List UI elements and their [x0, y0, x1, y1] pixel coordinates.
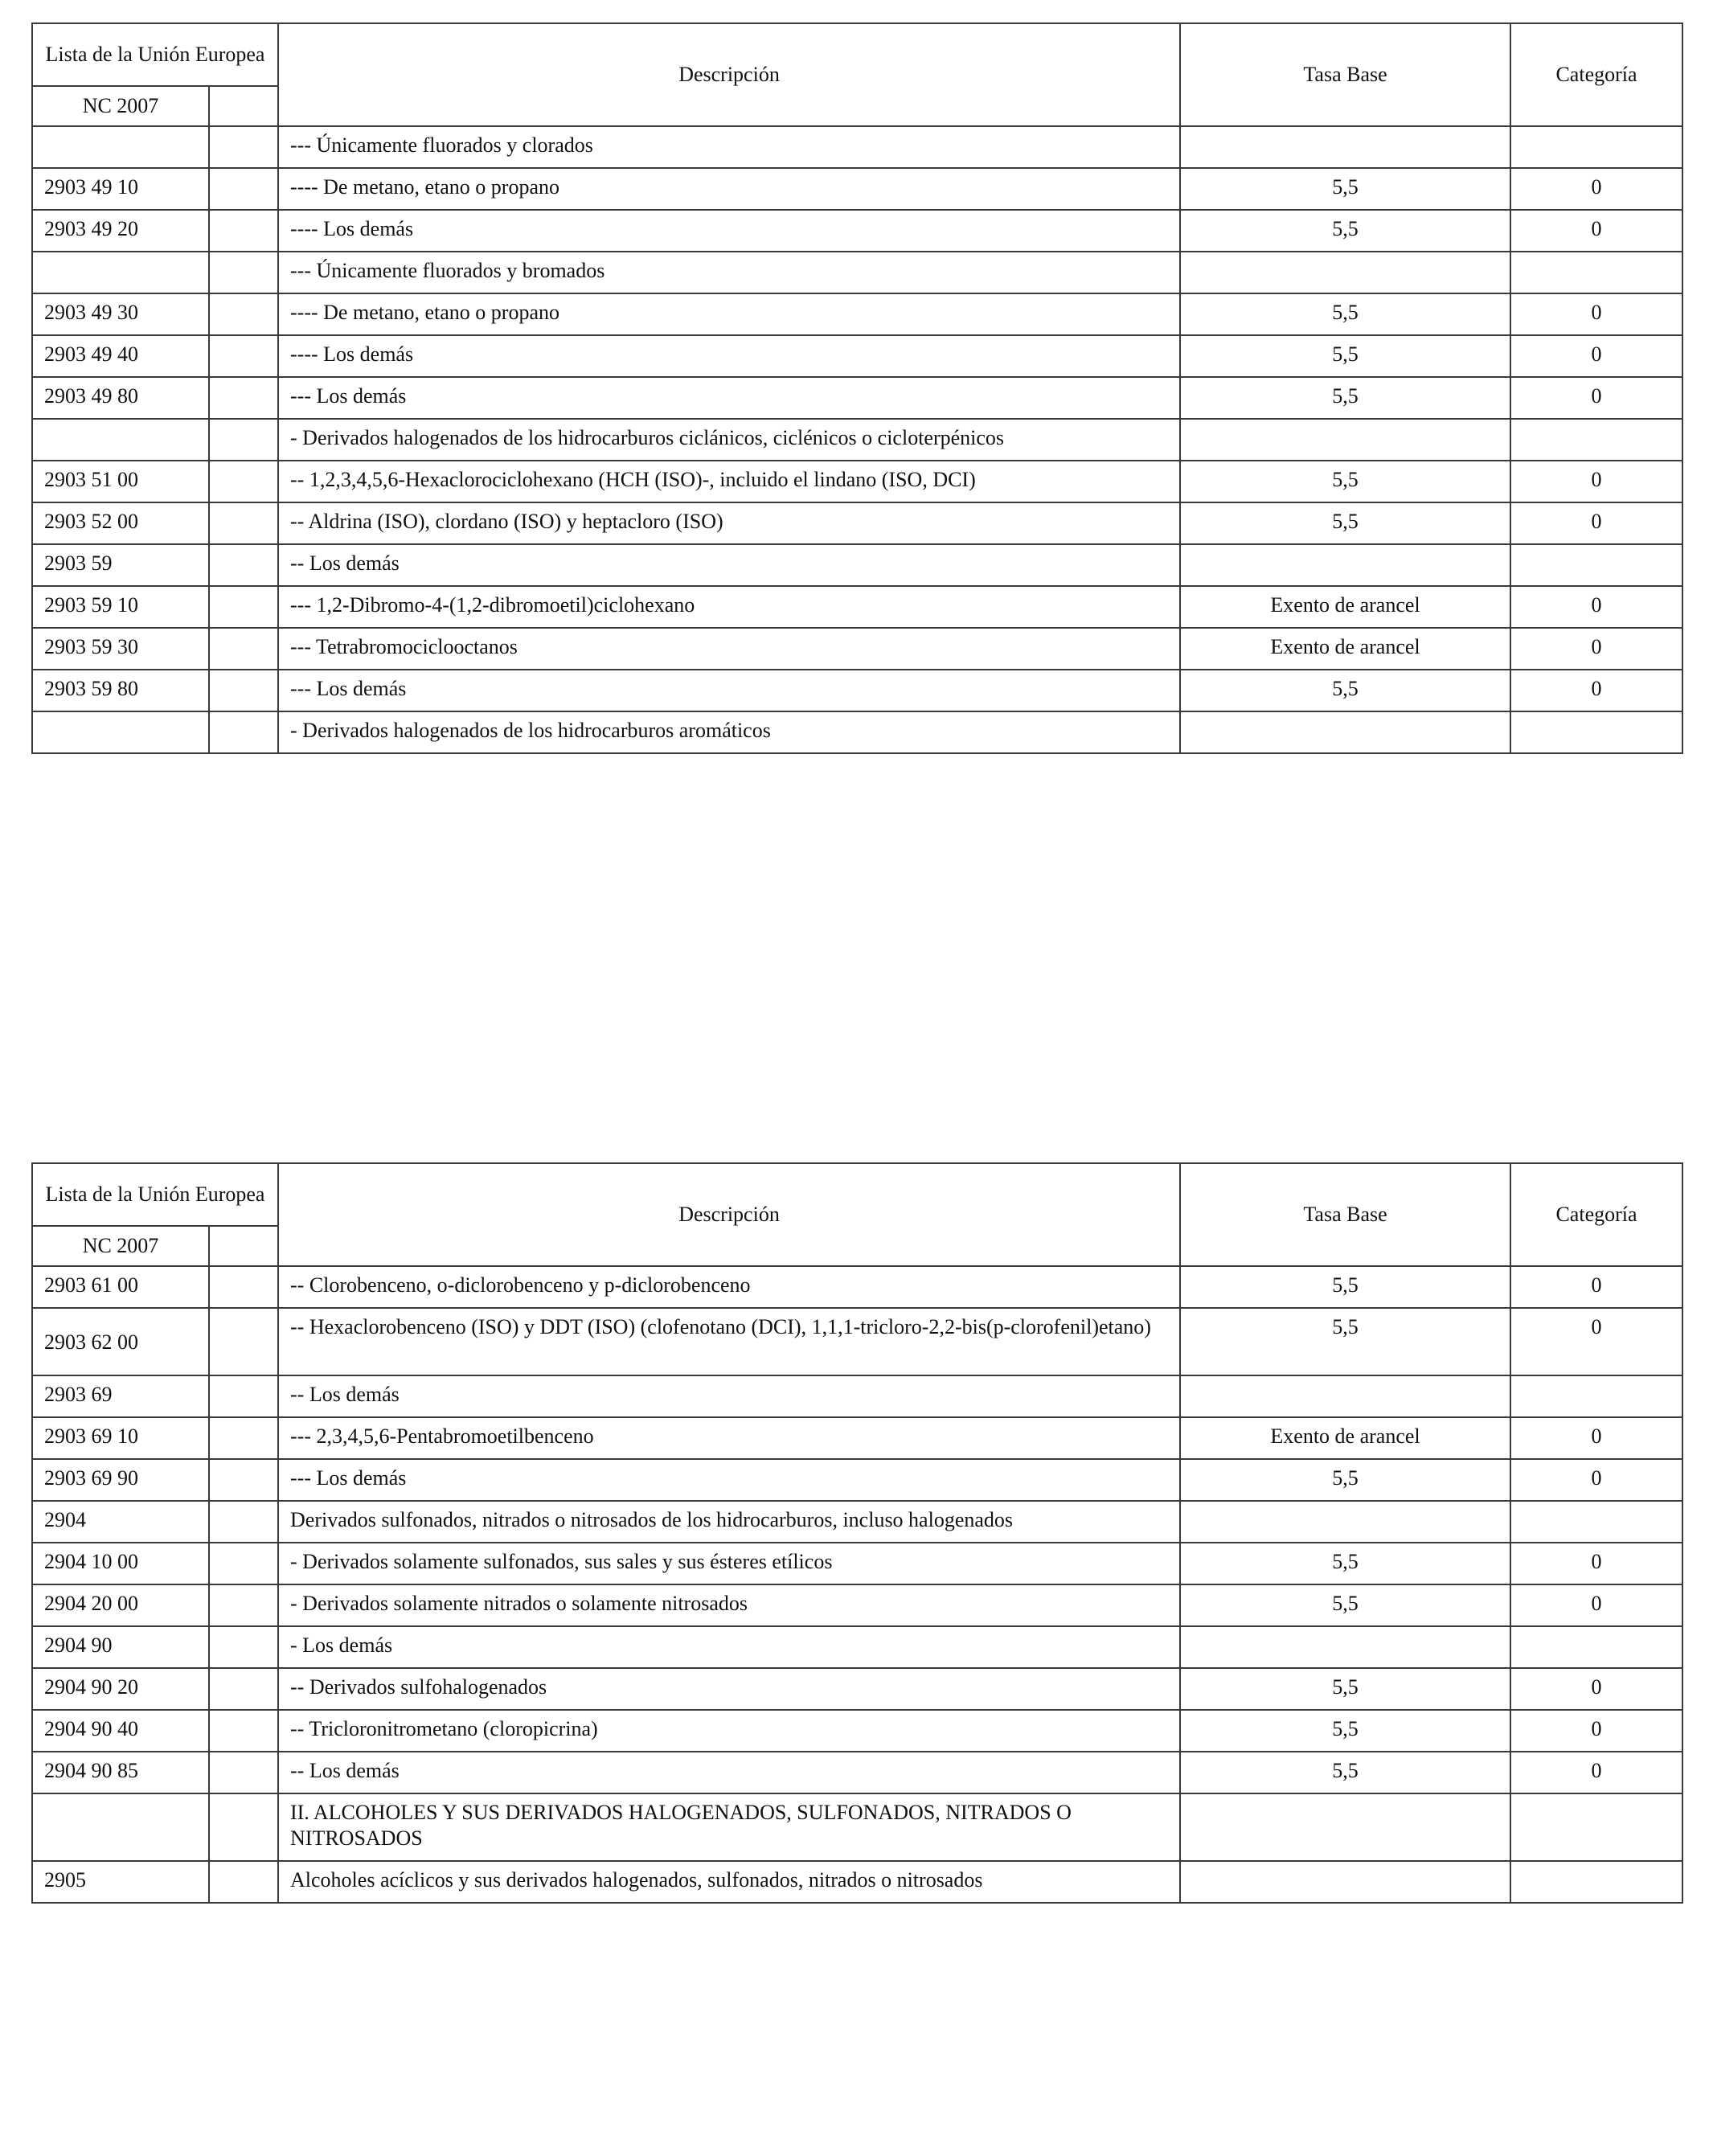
description: -- Derivados sulfohalogenados: [278, 1668, 1180, 1710]
empty-cell: [209, 1501, 278, 1543]
nc-code: [32, 711, 209, 753]
nc-code: 2904 90 40: [32, 1710, 209, 1752]
nc-code: 2903 62 00: [32, 1308, 209, 1375]
table-row: [32, 252, 1682, 293]
empty-cell: [209, 1308, 278, 1375]
description: - Los demás: [278, 1626, 1180, 1668]
empty-cell: [209, 1417, 278, 1459]
empty-cell: [209, 335, 278, 377]
nc-code: 2903 49 30: [32, 293, 209, 335]
nc-code: 2904 90: [32, 1626, 209, 1668]
base-rate: [1180, 1861, 1510, 1903]
base-rate: [1180, 252, 1510, 293]
empty-cell: [209, 377, 278, 419]
table-row: [32, 126, 1682, 168]
category: 0: [1510, 628, 1682, 670]
nc-code: 2904 20 00: [32, 1584, 209, 1626]
base-rate: [1180, 544, 1510, 586]
category: [1510, 1861, 1682, 1903]
base-rate: 5,5: [1180, 1584, 1510, 1626]
category: [1510, 419, 1682, 461]
table-row: [32, 1543, 1682, 1584]
table-row: [32, 1417, 1682, 1459]
table-row: [32, 293, 1682, 335]
table-row: [32, 1501, 1682, 1543]
base-rate: 5,5: [1180, 168, 1510, 210]
nc-code: 2903 59 10: [32, 586, 209, 628]
description: --- Los demás: [278, 377, 1180, 419]
category-header: Categoría: [1510, 23, 1682, 126]
nc-code: [32, 126, 209, 168]
description: -- Los demás: [278, 544, 1180, 586]
nc-code: 2903 69 90: [32, 1459, 209, 1501]
table-row: [32, 670, 1682, 711]
category: 0: [1510, 1584, 1682, 1626]
table-body: [32, 1266, 1682, 1903]
category: 0: [1510, 210, 1682, 252]
description: ---- De metano, etano o propano: [278, 293, 1180, 335]
table-row: [32, 1308, 1682, 1375]
description: -- Los demás: [278, 1752, 1180, 1793]
empty-cell: [209, 1752, 278, 1793]
description: --- Únicamente fluorados y bromados: [278, 252, 1180, 293]
table-row: [32, 628, 1682, 670]
empty-cell: [209, 252, 278, 293]
description: --- 2,3,4,5,6-Pentabromoetilbenceno: [278, 1417, 1180, 1459]
blank-header: [209, 86, 278, 126]
category-header: Categoría: [1510, 1163, 1682, 1266]
nc-code: 2903 51 00: [32, 461, 209, 502]
nc-code: 2905: [32, 1861, 209, 1903]
category: [1510, 1375, 1682, 1417]
base-rate: 5,5: [1180, 670, 1510, 711]
empty-cell: [209, 419, 278, 461]
empty-cell: [209, 126, 278, 168]
empty-cell: [209, 1626, 278, 1668]
category: [1510, 1793, 1682, 1861]
description: -- Aldrina (ISO), clordano (ISO) y heptacloro (ISO): [278, 502, 1180, 544]
category: 0: [1510, 1266, 1682, 1308]
nc-code: 2903 52 00: [32, 502, 209, 544]
empty-cell: [209, 502, 278, 544]
nc-code: 2904 90 85: [32, 1752, 209, 1793]
tariff-table-1: [31, 23, 1683, 754]
description: --- Los demás: [278, 1459, 1180, 1501]
base-rate: 5,5: [1180, 1266, 1510, 1308]
table-row: [32, 1459, 1682, 1501]
category: 0: [1510, 1308, 1682, 1375]
table-row: [32, 1861, 1682, 1903]
description: --- 1,2-Dibromo-4-(1,2-dibromoetil)ciclohexano: [278, 586, 1180, 628]
description: ---- Los demás: [278, 210, 1180, 252]
category: 0: [1510, 461, 1682, 502]
description: --- Los demás: [278, 670, 1180, 711]
nc-code: [32, 1793, 209, 1861]
list-header: Lista de la Unión Europea: [32, 23, 278, 86]
nc-header: NC 2007: [32, 86, 209, 126]
description: -- Clorobenceno, o-diclorobenceno y p-diclorobenceno: [278, 1266, 1180, 1308]
description: --- Únicamente fluorados y clorados: [278, 126, 1180, 168]
base-rate: 5,5: [1180, 335, 1510, 377]
nc-code: 2903 69: [32, 1375, 209, 1417]
table-row: [32, 461, 1682, 502]
description: --- Tetrabromociclooctanos: [278, 628, 1180, 670]
nc-code: [32, 419, 209, 461]
nc-code: 2903 59: [32, 544, 209, 586]
description: -- Los demás: [278, 1375, 1180, 1417]
nc-code: 2904 90 20: [32, 1668, 209, 1710]
description: - Derivados halogenados de los hidrocarburos aromáticos: [278, 711, 1180, 753]
nc-code: 2904 10 00: [32, 1543, 209, 1584]
nc-code: 2903 49 10: [32, 168, 209, 210]
base-rate: Exento de arancel: [1180, 1417, 1510, 1459]
base-rate: [1180, 1375, 1510, 1417]
category: 0: [1510, 1668, 1682, 1710]
base-rate: 5,5: [1180, 1668, 1510, 1710]
table-row: [32, 502, 1682, 544]
description: ---- Los demás: [278, 335, 1180, 377]
description: Derivados sulfonados, nitrados o nitrosados de los hidrocarburos, incluso halogenados: [278, 1501, 1180, 1543]
base-rate: [1180, 1793, 1510, 1861]
nc-code: [32, 252, 209, 293]
category: 0: [1510, 293, 1682, 335]
category: [1510, 544, 1682, 586]
category: 0: [1510, 1543, 1682, 1584]
empty-cell: [209, 168, 278, 210]
base-rate: 5,5: [1180, 502, 1510, 544]
category: [1510, 1626, 1682, 1668]
base-rate: Exento de arancel: [1180, 586, 1510, 628]
empty-cell: [209, 1266, 278, 1308]
empty-cell: [209, 1668, 278, 1710]
description: -- Tricloronitrometano (cloropicrina): [278, 1710, 1180, 1752]
table-row: [32, 1668, 1682, 1710]
empty-cell: [209, 1861, 278, 1903]
description: - Derivados solamente sulfonados, sus sales y sus ésteres etílicos: [278, 1543, 1180, 1584]
nc-code: 2903 59 80: [32, 670, 209, 711]
table-row: [32, 711, 1682, 753]
empty-cell: [209, 628, 278, 670]
nc-code: 2903 49 80: [32, 377, 209, 419]
base-rate: [1180, 419, 1510, 461]
list-header: Lista de la Unión Europea: [32, 1163, 278, 1226]
category: 0: [1510, 1417, 1682, 1459]
category: 0: [1510, 586, 1682, 628]
nc-code: 2903 49 20: [32, 210, 209, 252]
table-row: [32, 210, 1682, 252]
base-rate: 5,5: [1180, 377, 1510, 419]
base-rate: 5,5: [1180, 1308, 1510, 1375]
empty-cell: [209, 544, 278, 586]
category: [1510, 126, 1682, 168]
empty-cell: [209, 670, 278, 711]
table-row: [32, 586, 1682, 628]
base-rate: [1180, 1626, 1510, 1668]
blank-header: [209, 1226, 278, 1266]
nc-code: 2903 69 10: [32, 1417, 209, 1459]
table-row: [32, 1266, 1682, 1308]
empty-cell: [209, 461, 278, 502]
tariff-table-2: [31, 1162, 1683, 1904]
table-row: [32, 1710, 1682, 1752]
empty-cell: [209, 711, 278, 753]
empty-cell: [209, 586, 278, 628]
table-row: [32, 335, 1682, 377]
description: II. ALCOHOLES Y SUS DERIVADOS HALOGENADOS, SULFONADOS, NITRADOS O NITROSADOS: [278, 1793, 1180, 1861]
category: 0: [1510, 377, 1682, 419]
category: 0: [1510, 670, 1682, 711]
table-row: [32, 1626, 1682, 1668]
table-row: [32, 377, 1682, 419]
description: ---- De metano, etano o propano: [278, 168, 1180, 210]
base-rate: 5,5: [1180, 1459, 1510, 1501]
nc-code: 2903 59 30: [32, 628, 209, 670]
category: 0: [1510, 1459, 1682, 1501]
table-row: [32, 1752, 1682, 1793]
empty-cell: [209, 1793, 278, 1861]
base-rate: 5,5: [1180, 461, 1510, 502]
category: [1510, 711, 1682, 753]
table-body: [32, 126, 1682, 753]
empty-cell: [209, 1710, 278, 1752]
base-rate: 5,5: [1180, 210, 1510, 252]
category: [1510, 1501, 1682, 1543]
nc-code: 2904: [32, 1501, 209, 1543]
description: -- 1,2,3,4,5,6-Hexaclorociclohexano (HCH (ISO)-, incluido el lindano (ISO, DCI): [278, 461, 1180, 502]
nc-code: 2903 61 00: [32, 1266, 209, 1308]
category: [1510, 252, 1682, 293]
base-rate: [1180, 126, 1510, 168]
table-row: [32, 168, 1682, 210]
description-header: Descripción: [278, 1163, 1180, 1266]
rate-header: Tasa Base: [1180, 1163, 1510, 1266]
rate-header: Tasa Base: [1180, 23, 1510, 126]
base-rate: [1180, 1501, 1510, 1543]
empty-cell: [209, 1584, 278, 1626]
base-rate: 5,5: [1180, 293, 1510, 335]
category: 0: [1510, 1752, 1682, 1793]
table-row: [32, 1584, 1682, 1626]
description-header: Descripción: [278, 23, 1180, 126]
table-row: [32, 544, 1682, 586]
category: 0: [1510, 1710, 1682, 1752]
base-rate: 5,5: [1180, 1752, 1510, 1793]
empty-cell: [209, 210, 278, 252]
empty-cell: [209, 1543, 278, 1584]
base-rate: 5,5: [1180, 1543, 1510, 1584]
empty-cell: [209, 293, 278, 335]
empty-cell: [209, 1375, 278, 1417]
base-rate: 5,5: [1180, 1710, 1510, 1752]
nc-header: NC 2007: [32, 1226, 209, 1266]
description: - Derivados halogenados de los hidrocarburos ciclánicos, ciclénicos o cicloterpénicos: [278, 419, 1180, 461]
category: 0: [1510, 335, 1682, 377]
description: -- Hexaclorobenceno (ISO) y DDT (ISO) (clofenotano (DCI), 1,1,1-tricloro-2,2-bis(p-clorofenil)etano): [278, 1308, 1180, 1375]
table-row: [32, 419, 1682, 461]
base-rate: [1180, 711, 1510, 753]
base-rate: Exento de arancel: [1180, 628, 1510, 670]
category: 0: [1510, 168, 1682, 210]
description: Alcoholes acíclicos y sus derivados halogenados, sulfonados, nitrados o nitrosados: [278, 1861, 1180, 1903]
category: 0: [1510, 502, 1682, 544]
nc-code: 2903 49 40: [32, 335, 209, 377]
description: - Derivados solamente nitrados o solamente nitrosados: [278, 1584, 1180, 1626]
table-row: [32, 1375, 1682, 1417]
table-row: [32, 1793, 1682, 1861]
empty-cell: [209, 1459, 278, 1501]
